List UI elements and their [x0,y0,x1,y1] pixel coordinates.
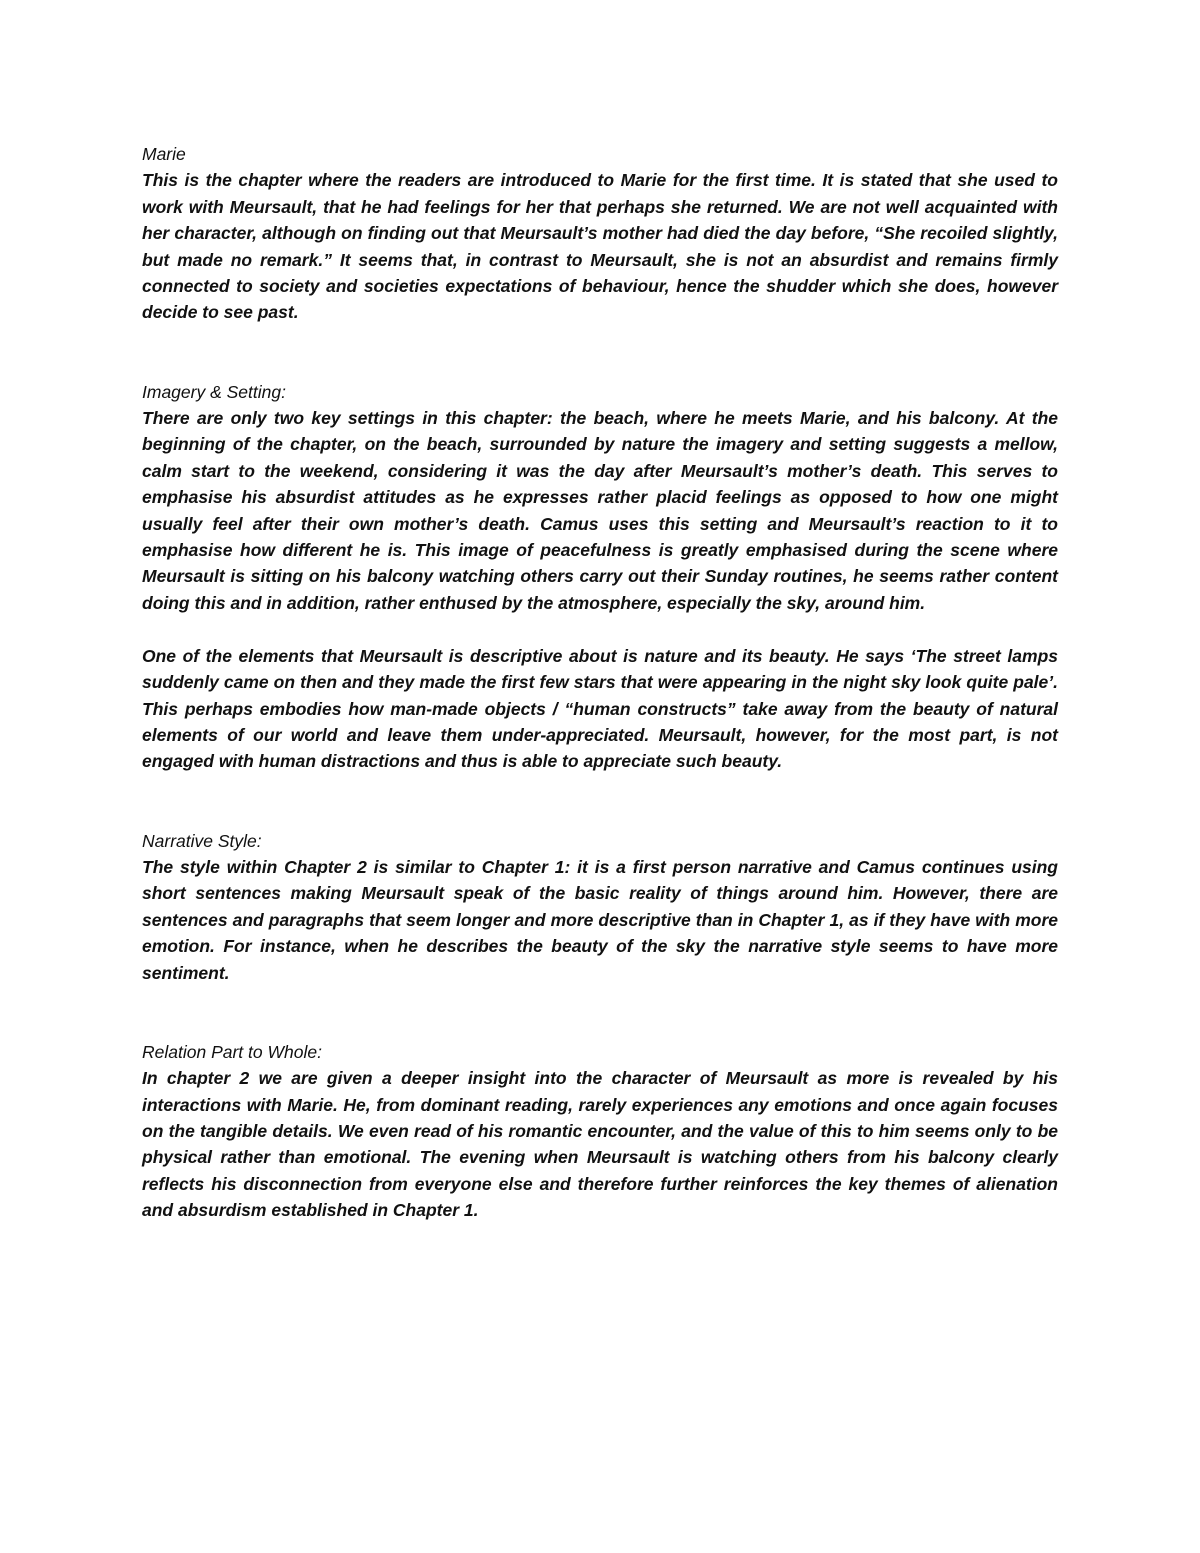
section-paragraph: In chapter 2 we are given a deeper insight into the character of Meursault as more is revealed by his interactions with Marie. He, from dominant reading, rarely experiences any emotions and once again focuses on the tangible details. We even read of his romantic encounter, and the value of this to him seems only to be physical rather than emotional. The evening when Meursault is watching others from his balcony clearly reflects his disconnection from everyone else and therefore further reinforces the key themes of alienation and absurdism established in Chapter 1. [142,1068,1058,1221]
section-paragraph: The style within Chapter 2 is similar to Chapter 1: it is a first person narrative and Camus continues using short sentences making Meursault speak of the basic reality of things around him. However, there are sentences and paragraphs that seem longer and more descriptive than in Chapter 1, as if they have with more emotion. For instance, when he describes the beauty of the sky the narrative style seems to have more sentiment. [142,856,1058,983]
section-paragraph: One of the elements that Meursault is descriptive about is nature and its beauty. He says ‘The street lamps suddenly came on then and they made the first few stars that were appearing in the night sky look quite pale’. This perhaps embodies how man-made objects / “human constructs” take away from the beauty of natural elements of our world and leave them under-appreciated. Meursault, however, for the most part, is not engaged with human distractions and thus is able to appreciate such beauty. [142,645,1058,772]
section-paragraph: There are only two key settings in this chapter: the beach, where he meets Marie, and his balcony. At the beginning of the chapter, on the beach, surrounded by nature the imagery and setting suggests a mellow, calm start to the weekend, considering it was the day after Meursault’s mother’s death. This serves to emphasise his absurdist attitudes as he expresses rather placid feelings as opposed to how one might usually feel after their own mother’s death. Camus uses this setting and Meursault’s reaction to it to emphasise how different he is. This image of peacefulness is greatly emphasised during the scene where Meursault is sitting on his balcony watching others carry out their Sunday routines, he seems rather content doing this and in addition, rather enthused by the atmosphere, especially the sky, around him. [142,408,1058,613]
section-heading: Narrative Style: [142,830,262,851]
section-spacer [142,775,1058,828]
section-imagery-setting [142,379,1058,775]
section-relation-part-to-whole [142,1039,1058,1224]
section-spacer [142,986,1058,1039]
paragraph-spacer [142,616,1058,642]
section-paragraph: This is the chapter where the readers are introduced to Marie for the first time. It is stated that she used to work with Meursault, that he had feelings for her that perhaps she returned. We are not well acquainted with her character, although on finding out that Meursault’s mother had died the day before, “She recoiled slightly, but made no remark.” It seems that, in contrast to Meursault, she is not an absurdist and remains firmly connected to society and societies expectations of behaviour, hence the shudder which she does, however decide to see past. [142,170,1058,323]
section-heading: Relation Part to Whole: [142,1041,322,1062]
document-body [142,141,1058,1224]
section-heading: Marie [142,144,186,164]
section-heading: Imagery & Setting: [142,381,286,402]
section-narrative-style [142,828,1058,986]
section-marie [142,141,1058,326]
section-spacer [142,326,1058,379]
